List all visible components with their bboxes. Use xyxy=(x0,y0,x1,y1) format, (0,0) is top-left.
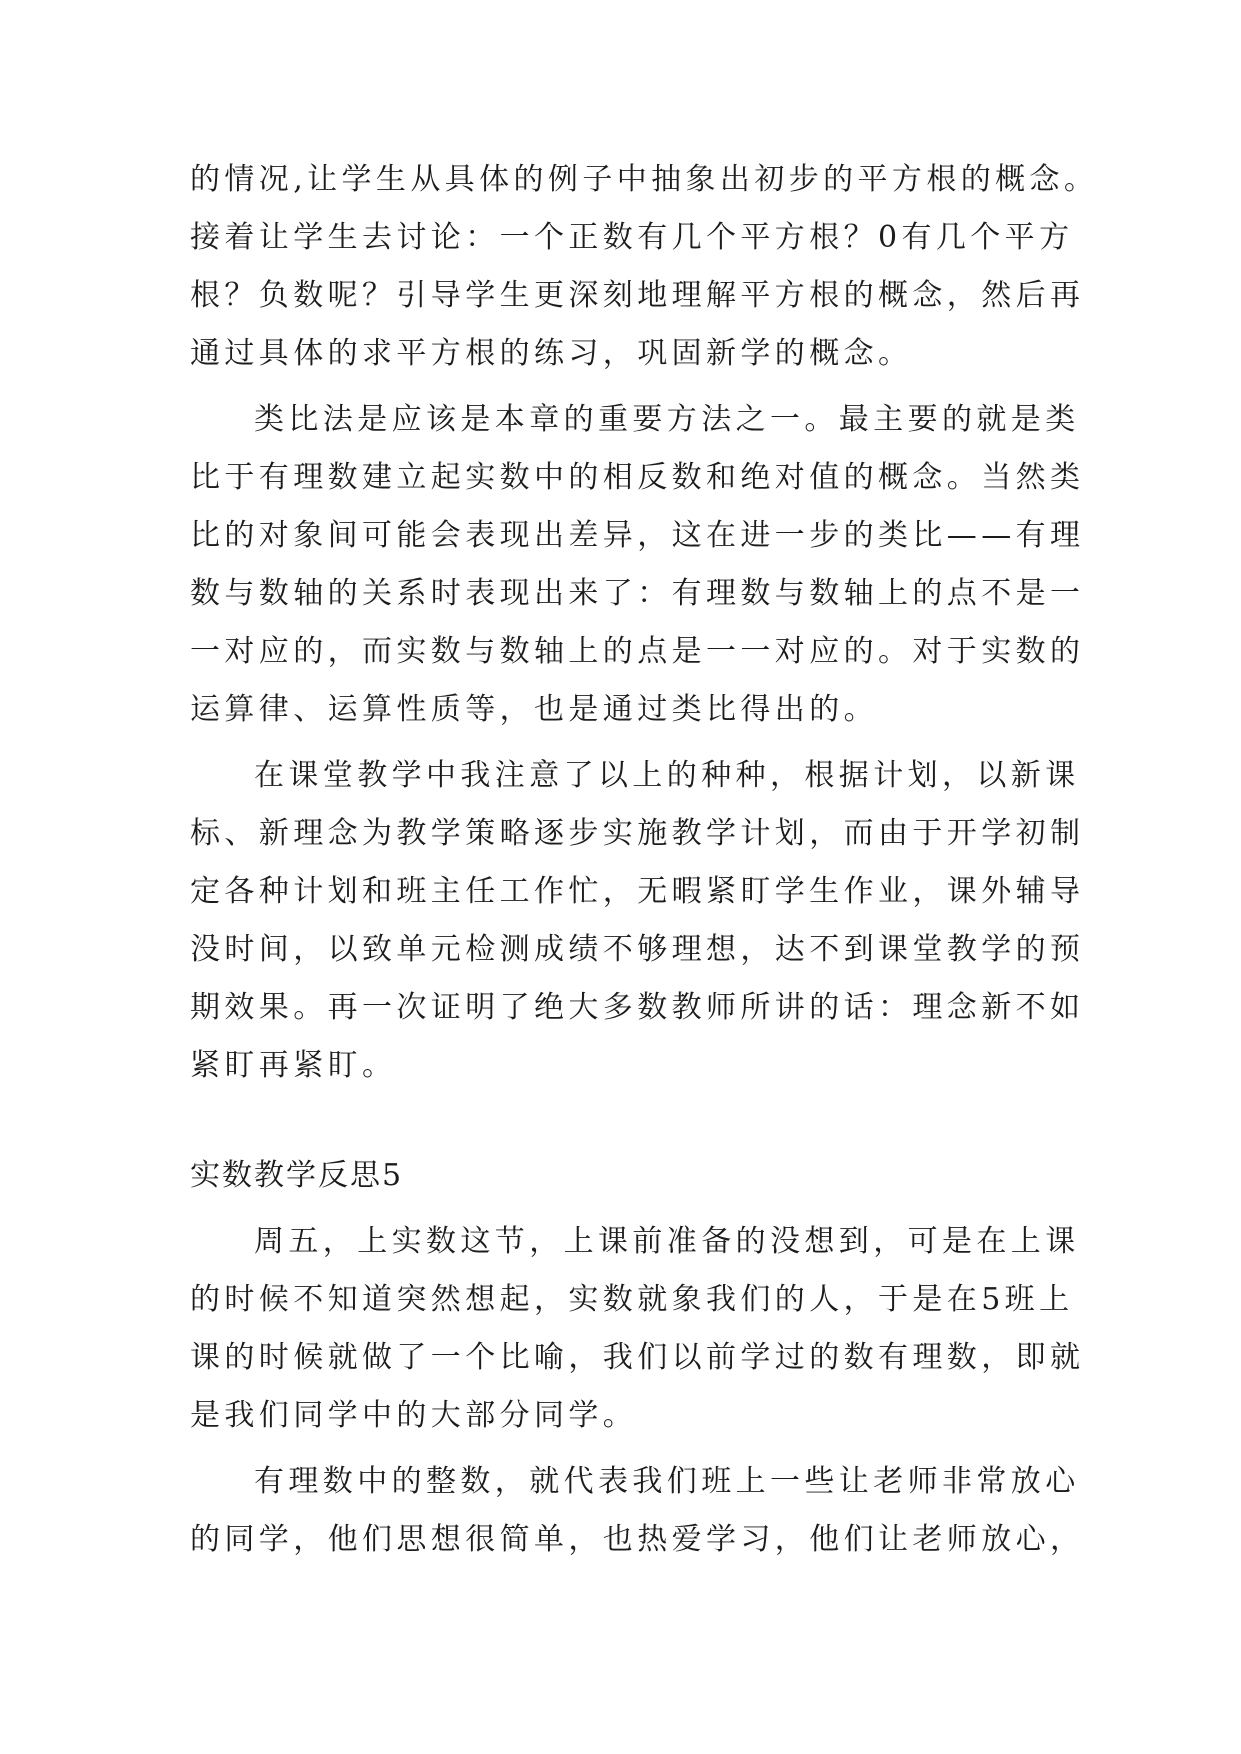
text-line: 类比法是应该是本章的重要方法之一。最主要的就是类 xyxy=(254,402,1080,437)
text-line: 紧盯再紧盯。 xyxy=(190,1048,397,1083)
text-line: 课的时候就做了一个比喻，我们以前学过的数有理数，即就 xyxy=(190,1340,1085,1375)
text-line: 比于有理数建立起实数中的相反数和绝对值的概念。当然类 xyxy=(190,460,1085,495)
text-line: 接着让学生去讨论：一个正数有几个平方根？0有几个平方 xyxy=(190,220,1074,255)
text-line: 没时间，以致单元检测成绩不够理想，达不到课堂教学的预 xyxy=(190,932,1085,967)
text-line: 的情况,让学生从具体的例子中抽象出初步的平方根的概念。 xyxy=(190,162,1099,197)
text-line: 周五，上实数这节，上课前准备的没想到，可是在上课 xyxy=(254,1224,1080,1259)
text-line: 数与数轴的关系时表现出来了：有理数与数轴上的点不是一 xyxy=(190,576,1085,611)
text-line: 定各种计划和班主任工作忙，无暇紧盯学生作业，课外辅导 xyxy=(190,874,1085,909)
text-line: 比的对象间可能会表现出差异，这在进一步的类比——有理 xyxy=(190,518,1085,553)
text-line: 运算律、运算性质等，也是通过类比得出的。 xyxy=(190,692,878,727)
text-line: 根？负数呢？引导学生更深刻地理解平方根的概念，然后再 xyxy=(190,278,1085,313)
text-line: 在课堂教学中我注意了以上的种种，根据计划，以新课 xyxy=(254,758,1080,793)
text-line: 有理数中的整数，就代表我们班上一些让老师非常放心 xyxy=(254,1464,1080,1499)
text-line: 标、新理念为教学策略逐步实施教学计划，而由于开学初制 xyxy=(190,816,1085,851)
text-line: 期效果。再一次证明了绝大多数教师所讲的话：理念新不如 xyxy=(190,990,1085,1025)
text-line: 的同学，他们思想很简单，也热爱学习，他们让老师放心， xyxy=(190,1522,1085,1557)
section-heading: 实数教学反思5 xyxy=(190,1158,404,1193)
text-line: 一对应的，而实数与数轴上的点是一一对应的。对于实数的 xyxy=(190,634,1085,669)
text-line: 通过具体的求平方根的练习，巩固新学的概念。 xyxy=(190,336,913,371)
text-line: 是我们同学中的大部分同学。 xyxy=(190,1398,638,1433)
text-line: 的时候不知道突然想起，实数就象我们的人，于是在5班上 xyxy=(190,1282,1074,1317)
